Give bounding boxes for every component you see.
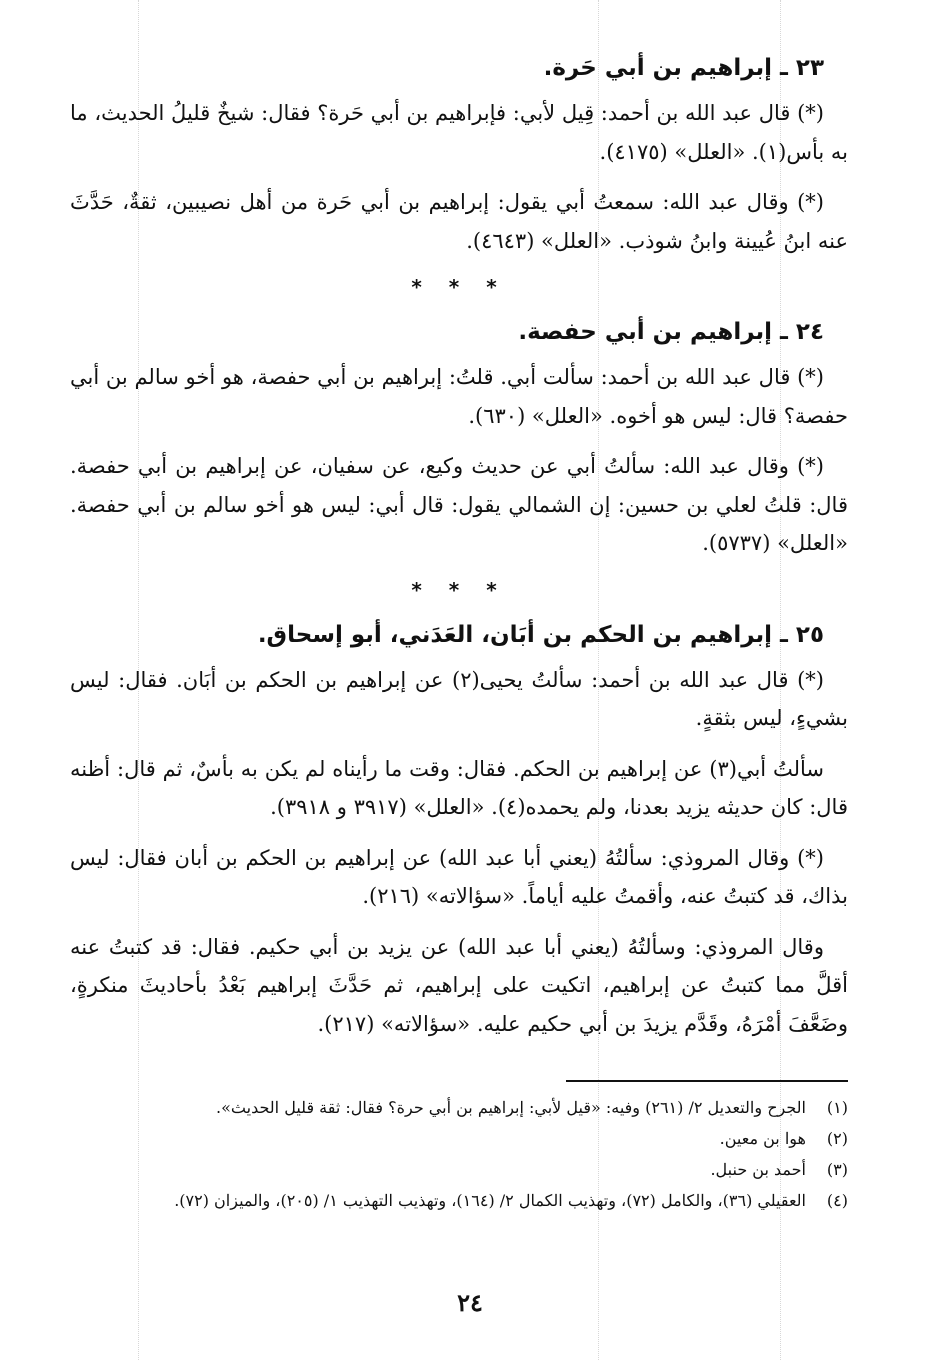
footnote-number: (١): [826, 1098, 848, 1117]
footnotes: [70, 1092, 848, 1216]
footnote-number: (٢): [826, 1129, 848, 1148]
entry-heading-23: ٢٣ ـ إبراهيم بن أبي حَرة.: [543, 55, 824, 81]
entry-25-paragraph-4: وقال المروذي: وسألتُهُ (يعني أبا عبد الله) عن يزيد بن أبي حكيم. فقال: قد كتبتُ عنه أقلَّ مما كتبتُ عن إبراهيم، اتكيت على إبراهيم، ثم حَدَّثَ إبراهيم بَعْدُ بأحاديثَ منكرةٍ، وضَعَّفَ أمْرَهُ، وقَدَّم يزيدَ بن أبي حكيم عليه. «سؤالاته» (٢١٧).: [70, 934, 848, 1036]
footnote: [70, 1185, 848, 1216]
entry-24-paragraph-2: (*) وقال عبد الله: سألتُ أبي عن حديث وكيع، عن سفيان، عن إبراهيم بن أبي حفصة. قال: قلتُ لعلي بن حسين: إن الشمالي يقول: قال أبي: ليس هو أخو سالم بن أبي حفصة. «العلل» (٥٧٣٧).: [70, 454, 848, 555]
entry-23-paragraph-2: (*) وقال عبد الله: سمعتُ أبي يقول: إبراهيم بن أبي حَرة من أهل نصيبين، ثقةٌ، حَدَّثَ عنه ابنُ عُيينة وابنُ شوذب. «العلل» (٤٦٤٣).: [70, 190, 848, 253]
footnote: [70, 1092, 848, 1123]
footnote-divider: [566, 1080, 848, 1082]
footnote-text: العقيلي (٣٦)، والكامل (٧٢)، وتهذيب الكمال ٢/ (١٦٤)، وتهذيب التهذيب ١/ (٢٠٥)، والميزان (٧٢).: [174, 1191, 806, 1210]
entry-25-paragraph-2: سألتُ أبي(٣) عن إبراهيم بن الحكم. فقال: وقت ما رأيناه لم يكن به بأسٌ، ثم قال: أظنه قال: كان حديثه يزيد بعدنا، ولم يحمده(٤). «العلل» (٣٩١٧ و ٣٩١٨).: [70, 756, 848, 819]
entry-heading-25: ٢٥ ـ إبراهيم بن الحكم بن أبَان، العَدَني، أبو إسحاق.: [257, 621, 824, 648]
entry-23-paragraph-1: (*) قال عبد الله بن أحمد: قِيل لأبي: فإبراهيم بن أبي حَرة؟ فقال: شيخٌ قليلُ الحديث، ما به بأس(١). «العلل» (٤١٧٥).: [70, 101, 848, 164]
page-number: ٢٤: [457, 1288, 483, 1317]
entry-25-paragraph-1: (*) قال عبد الله بن أحمد: سألتُ يحيى(٢) عن إبراهيم بن الحكم بن أبَان. فقال: ليس بشيءٍ، ليس بثقةٍ.: [70, 667, 848, 730]
footnote: [70, 1123, 848, 1154]
footnote-number: (٣): [826, 1160, 848, 1179]
section-separator: * * *: [411, 275, 507, 299]
footnote-text: أحمد بن حنبل.: [710, 1160, 806, 1179]
section-separator: * * *: [411, 577, 507, 602]
footnote-text: الجرح والتعديل ٢/ (٢٦١) وفيه: «قيل لأبي: إبراهيم بن أبي حرة؟ فقال: ثقة قليل الحديث».: [216, 1098, 806, 1117]
entry-25-paragraph-3: (*) وقال المروذي: سألتُهُ (يعني أبا عبد الله) عن إبراهيم بن الحكم بن أبان فقال: ليس بذاك، قد كتبتُ عنه، وأقمتُ عليه أياماً. «سؤالاته» (٢١٦).: [70, 845, 848, 908]
main-text: [70, 50, 848, 1055]
entry-heading-24: ٢٤ ـ إبراهيم بن أبي حفصة.: [518, 319, 824, 345]
footnote-number: (٤): [826, 1191, 848, 1210]
entry-24-paragraph-1: (*) قال عبد الله بن أحمد: سألت أبي. قلتُ: إبراهيم بن أبي حفصة، هو أخو سالم بن أبي حفصة؟ قال: ليس هو أخوه. «العلل» (٦٣٠).: [70, 365, 848, 428]
footnote: [70, 1154, 848, 1185]
footnote-text: هوا بن معين.: [719, 1129, 806, 1148]
